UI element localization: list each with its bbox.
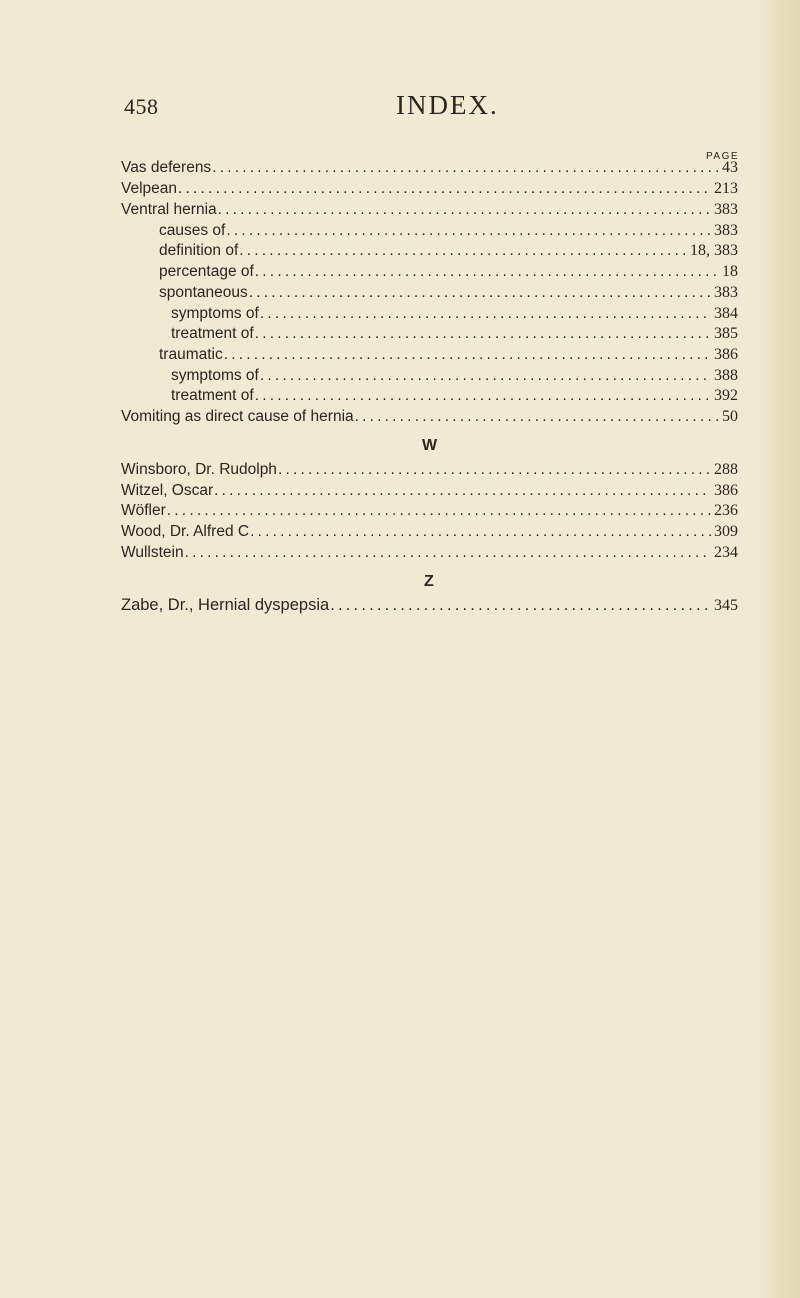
entry-pages: 236 [714,502,738,519]
entry-pages: 234 [714,544,738,561]
dot-leader [278,460,711,480]
dot-leader [185,543,711,563]
entry-pages: 50 [722,408,738,425]
dot-leader [212,158,719,178]
dot-leader [214,481,711,501]
entry-pages: 383 [714,284,738,301]
index-subentry [159,345,738,365]
page-number: 458 [124,94,159,119]
entry-term: causes of [159,222,226,239]
index-subentry [159,221,738,241]
dot-leader [167,501,711,521]
index-subsubentry [171,366,738,386]
entry-term: traumatic [159,346,223,363]
index-entry [121,179,738,199]
page-header [0,90,800,130]
dot-leader [178,179,711,199]
dot-leader [260,366,711,386]
dot-leader [218,200,711,220]
entry-term: Ventral hernia [121,201,217,218]
entry-term: Vomiting as direct cause of hernia [121,408,354,425]
entry-pages: 309 [714,523,738,540]
entry-term: spontaneous [159,284,248,301]
dot-leader [255,324,711,344]
entry-pages: 383 [714,201,738,218]
entry-pages: 392 [714,387,738,404]
entry-pages: 288 [714,461,738,478]
entry-pages: 386 [714,482,738,499]
entry-pages: 384 [714,305,738,322]
index-entry [121,460,738,480]
entry-pages: 213 [714,180,738,197]
entry-term: Wood, Dr. Alfred C [121,523,250,540]
section-letter-z: Z [424,573,434,590]
entry-pages: 386 [714,346,738,363]
dot-leader [226,221,711,241]
index-entry [121,543,738,563]
index-subsubentry [171,386,738,406]
entry-pages: 18, 383 [690,242,738,259]
entry-term: Zabe, Dr., Hernial dyspepsia [121,596,330,614]
index-entry [121,501,738,521]
entry-term: treatment of [171,325,254,342]
index-subentry [159,262,738,282]
page-column-heading: PAGE [706,151,740,162]
entry-term: Vas deferens [121,159,212,176]
entry-term: Winsboro, Dr. Rudolph [121,461,277,478]
index-subsubentry [171,304,738,324]
index-subsubentry [171,324,738,344]
entry-term: definition of [159,242,239,259]
index-entry [121,200,738,220]
running-title: INDEX. [396,90,499,120]
entry-term: Wullstein [121,544,184,561]
section-letter-w: W [422,437,438,454]
index-entry [121,595,738,615]
dot-leader [249,283,711,303]
entry-term: Witzel, Oscar [121,482,214,499]
entry-term: symptoms of [171,305,259,322]
dot-leader [255,386,711,406]
entry-term: symptoms of [171,367,259,384]
dot-leader [355,407,719,427]
index-entry [121,158,738,178]
dot-leader [239,241,687,261]
entry-pages: 388 [714,367,738,384]
index-subentry [159,283,738,303]
index-entry [121,407,738,427]
index-subentry [159,241,738,261]
entry-term: Velpean [121,180,178,197]
entry-term: Wöfler [121,502,166,519]
dot-leader [255,262,719,282]
entry-pages: 345 [714,597,738,614]
entry-term: treatment of [171,387,254,404]
entry-pages: 18 [722,263,738,280]
dot-leader [224,345,711,365]
dot-leader [260,304,711,324]
entry-pages: 43 [722,159,738,176]
dot-leader [250,522,711,542]
entry-term: percentage of [159,263,254,280]
entry-pages: 383 [714,222,738,239]
index-entry [121,522,738,542]
page-edge [758,0,800,1298]
entry-pages: 385 [714,325,738,342]
index-entry [121,481,738,501]
dot-leader [330,595,711,615]
